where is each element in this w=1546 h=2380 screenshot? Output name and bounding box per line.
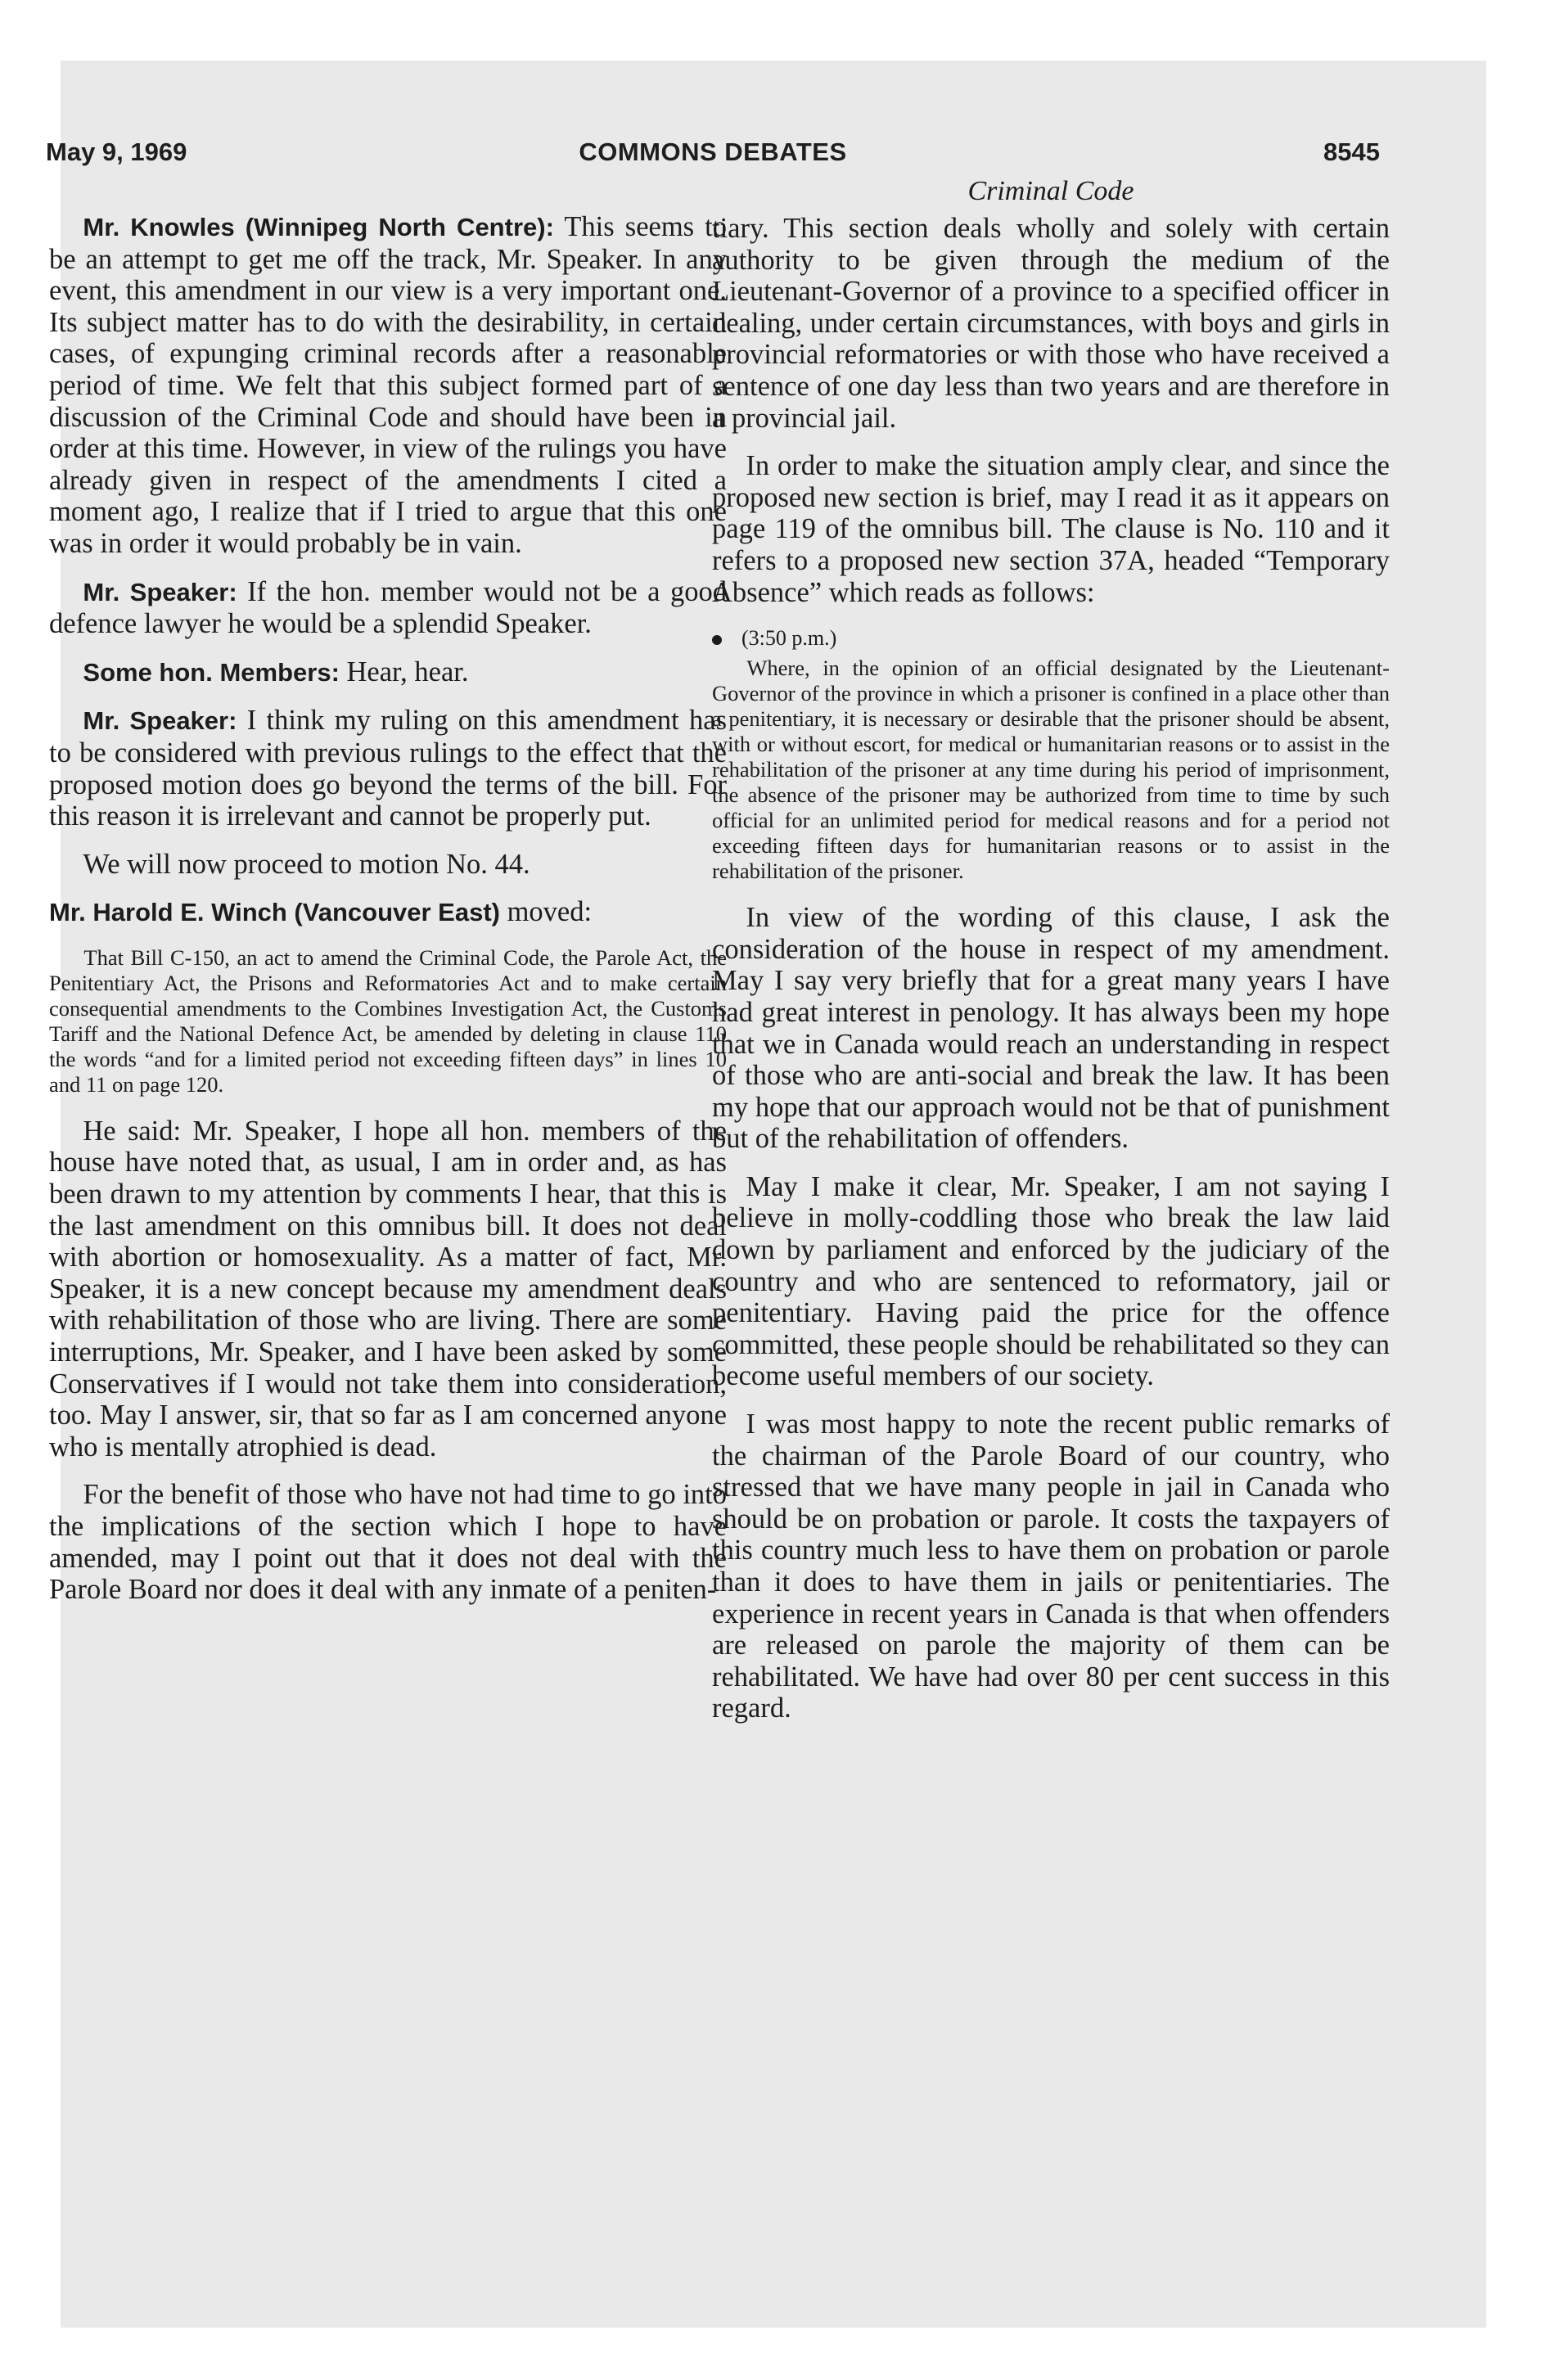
header-title: COMMONS DEBATES <box>579 137 847 166</box>
speaker-name: Mr. Harold E. Winch (Vancouver East) <box>49 898 500 927</box>
speaker-name: Mr. Knowles (Winnipeg North Centre): <box>83 213 554 241</box>
right-column <box>712 174 1390 1724</box>
speaker-name: Mr. Speaker: <box>83 706 237 736</box>
quoted-section: Where, in the opinion of an official designated by the Lieutenant-Governor of the province in which a prisoner is confined in a place other than a penitentiary, it is necessary or desirable that the prisoner should be absent, with or without escort, for medical or humanitarian reasons or to assist in the rehabilitation of the prisoner at any time during his period of imprisonment, the absence of the prisoner may be authorized from time to time by such official for an unlimited period for medical reasons and for a period not exceeding fifteen days for humanitarian reasons or to assist in the rehabilitation of the prisoner. <box>712 656 1390 884</box>
speech-text: I think my ruling on this amendment has to be considered with previous rulings to the effect that the proposed motion does go beyond the terms of the bill. For this reason it is irrelevant and cannot be properly put. <box>49 705 727 832</box>
speaker-name: Mr. Speaker: <box>83 577 237 606</box>
header-page-number: 8545 <box>1323 137 1380 166</box>
speech-paragraph: He said: Mr. Speaker, I hope all hon. members of the house have noted that, as usual, I am in order and, as has been drawn to my attention by comments I hear, that this is the last amendment on this omnibus bill. It does not deal with abortion or homosexuality. As a matter of fact, Mr. Speaker, it is a new concept because my amendment deals with rehabilitation of those who are living. There are some interruptions, Mr. Speaker, and I have been asked by some Conservatives if I would not take them into consideration, too. May I answer, sir, that so far as I am concerned anyone who is mentally atrophied is dead. <box>49 1115 727 1463</box>
speech-paragraph <box>49 656 727 689</box>
speech-paragraph <box>49 896 727 929</box>
speech-paragraph <box>49 211 727 560</box>
speech-paragraph: May I make it clear, Mr. Speaker, I am not saying I believe in molly-coddling those who break the law laid down by parliament and enforced by the judiciary of the country and who are sentenced to reformatory, jail or penitentiary. Having paid the price for the offence committed, these people should be rehabilitated so they can become useful members of our society. <box>712 1170 1390 1392</box>
time-stamp <box>712 624 1390 652</box>
speech-text: Hear, hear. <box>346 656 469 687</box>
motion-text: That Bill C-150, an act to amend the Criminal Code, the Parole Act, the Penitentiary Act, the Prisons and Reformatories Act and to make certain consequential amendments to the Combines Investigation Act, the Customs Tariff and the National Defence Act, be amended by deleting in clause 110 the words “and for a limited period not exceeding fifteen days” in lines 10 and 11 on page 120. <box>49 944 727 1097</box>
time-stamp-text: (3:50 p.m.) <box>741 626 837 651</box>
speech-text: If the hon. member would not be a good defence lawyer he would be a splendid Speaker. <box>49 575 728 640</box>
speech-text: This seems to be an attempt to get me off the track, Mr. Speaker. In any event, this amendment in our view is a very important one. Its subject matter has to do with the desirability, in certain cases, of expunging criminal records after a reasonable period of time. We felt that this subject formed part of a discussion of the Criminal Code and should have been in order at this time. However, in view of the rulings you have already given in respect of the amendments I cited a moment ago, I realize that if I tried to argue that this one was in order it would probably be in vain. <box>49 211 727 559</box>
header-date: May 9, 1969 <box>46 137 187 166</box>
speech-text: We will now proceed to motion No. 44. <box>83 848 530 880</box>
speech-paragraph: tiary. This section deals wholly and solely with certain authority to be given through the medium of the Lieutenant-Governor of a province to a specified officer in dealing, under certain circumstances, with boys and girls in provincial reformatories or with those who have received a sentence of one day less than two years and are therefore in a provincial jail. <box>712 213 1390 434</box>
speech-paragraph: For the benefit of those who have not had time to go into the implications of the section which I hope to have amended, may I point out that it does not deal with the Parole Board nor does it deal with any inmate of a peniten- <box>49 1479 727 1606</box>
speech-paragraph <box>49 705 727 832</box>
speech-paragraph <box>49 576 727 640</box>
page-header <box>46 137 1380 174</box>
left-column <box>49 211 727 1606</box>
bullet-icon <box>712 635 722 645</box>
running-head: Criminal Code <box>967 176 1134 206</box>
speech-paragraph: I was most happy to note the recent public remarks of the chairman of the Parole Board of our country, who stressed that we have many people in jail in Canada who should be on probation or parole. It costs the taxpayers of this country much less to have them on probation or parole than it does to have them in jails or penitentiaries. The experience in recent years in Canada is that when offenders are released on parole the majority of them can be rehabilitated. We have had over 80 per cent success in this regard. <box>712 1409 1390 1724</box>
speech-paragraph <box>49 849 727 881</box>
speech-paragraph: In order to make the situation amply clear, and since the proposed new section is brief, may I read it as it appears on page 119 of the omnibus bill. The clause is No. 110 and it refers to a proposed new section 37A, headed “Temporary Absence” which reads as follows: <box>712 450 1390 608</box>
speaker-name: Some hon. Members: <box>83 657 340 687</box>
speech-text: moved: <box>507 896 593 928</box>
speech-paragraph: In view of the wording of this clause, I ask the consideration of the house in respect of my amendment. May I say very briefly that for a great many years I have had great interest in penology. It has always been my hope that we in Canada would reach an understanding in respect of those who are anti-social and break the law. It has been my hope that our approach would not be that of punishment but of the rehabilitation of offenders. <box>712 902 1390 1155</box>
